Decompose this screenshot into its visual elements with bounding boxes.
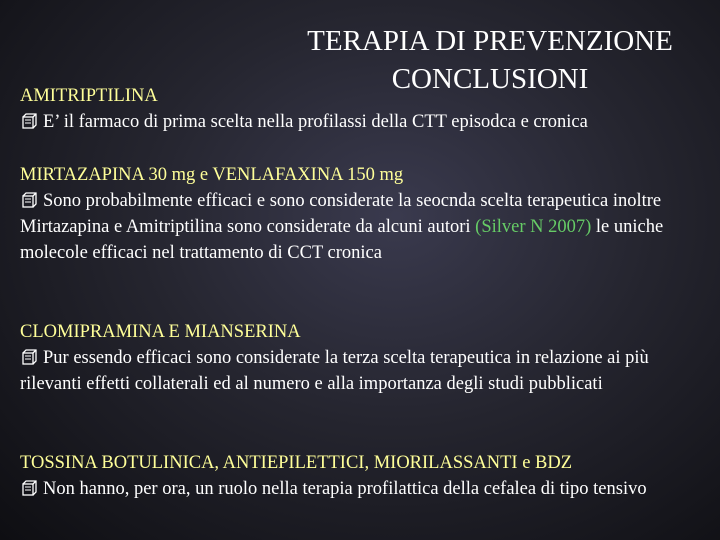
book-stack-icon (22, 480, 37, 496)
section-heading: MIRTAZAPINA 30 mg e VENLAFAXINA 150 mg (20, 165, 404, 185)
citation: (Silver N 2007) (475, 217, 592, 237)
section-heading: CLOMIPRAMINA E MIANSERINA (20, 322, 301, 342)
section-clomipramina-mianserina (20, 319, 710, 397)
book-stack-icon (22, 113, 37, 129)
section-text: E’ il farmaco di prima scelta nella profilassi della CTT episodca e cronica (43, 112, 588, 132)
slide-title-line1: TERAPIA DI PREVENZIONE (307, 25, 673, 57)
section-tossina-botulinica (20, 450, 710, 502)
section-text: Pur essendo efficaci sono considerate la terza scelta terapeutica in relazione ai più rilevanti effetti collaterali ed al numero e alla importanza degli studi pubblicati (20, 348, 649, 394)
book-stack-icon (22, 349, 37, 365)
slide-title-line2: CONCLUSIONI (391, 63, 589, 95)
book-stack-icon (22, 192, 37, 208)
section-text-continued: le uniche molecole efficaci nel trattamento di CCT cronica (20, 217, 664, 263)
section-heading: TOSSINA BOTULINICA, ANTIEPILETTICI, MIORILASSANTI e BDZ (20, 453, 573, 473)
section-mirtazapina-venlafaxina (20, 162, 710, 266)
section-heading: AMITRIPTILINA (20, 86, 158, 106)
section-amitriptilina (20, 83, 710, 135)
section-text: Non hanno, per ora, un ruolo nella terapia profilattica della cefalea di tipo tensivo (43, 479, 647, 499)
section-text: Sono probabilmente efficaci e sono considerate la seocnda scelta terapeutica inoltre Mirtazapina e Amitriptilina sono considerate da alcuni autori (20, 191, 662, 237)
